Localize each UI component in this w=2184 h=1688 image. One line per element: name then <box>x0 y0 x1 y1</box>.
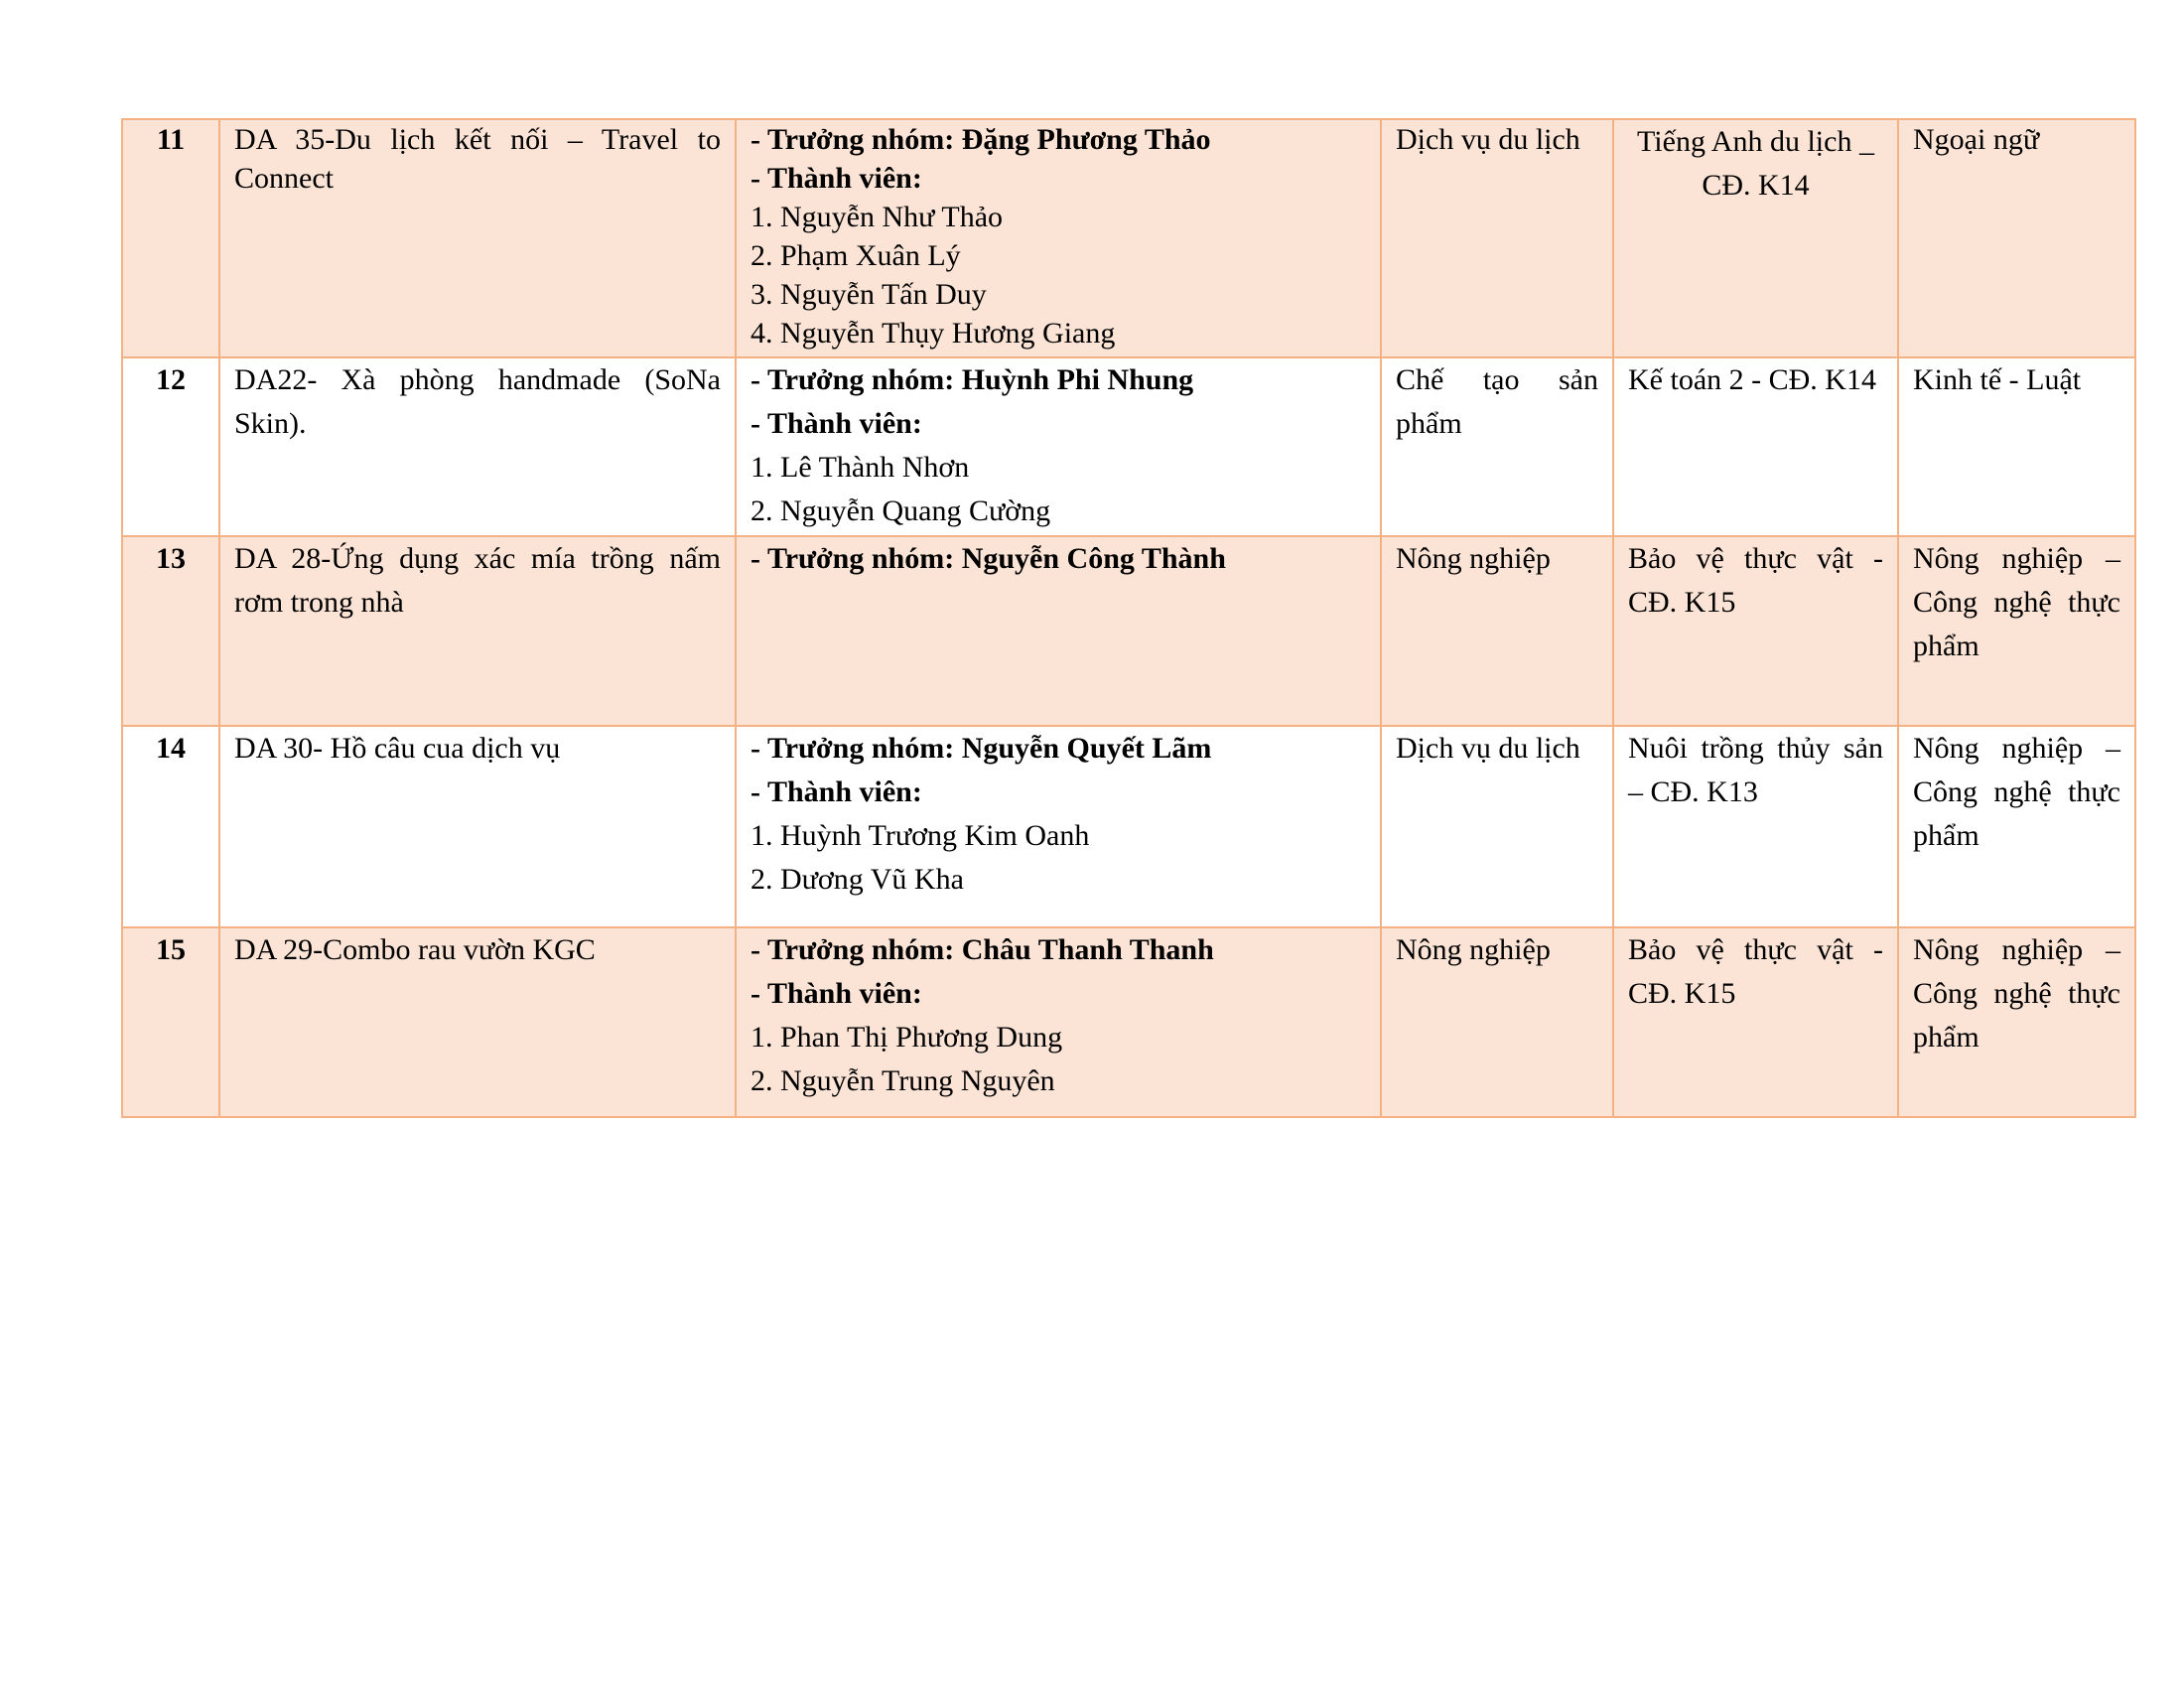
project-name: DA 29-Combo rau vườn KGC <box>219 927 736 1117</box>
leader-line <box>751 727 1366 771</box>
project-name: DA 30- Hồ câu cua dịch vụ <box>219 726 736 927</box>
table-row <box>122 927 2135 1117</box>
member-item: 2. Phạm Xuân Lý <box>751 239 961 272</box>
leader-line <box>751 120 1366 159</box>
class-cell: Kế toán 2 - CĐ. K14 <box>1613 357 1898 536</box>
class-cell: Tiếng Anh du lịch _ CĐ. K14 <box>1613 119 1898 357</box>
member-item: 3. Nguyễn Tấn Duy <box>751 278 987 311</box>
field-cell: Dịch vụ du lịch <box>1381 726 1613 927</box>
project-name: DA22- Xà phòng handmade (SoNa Skin). <box>219 357 736 536</box>
row-number: 15 <box>122 927 219 1117</box>
faculty-cell: Ngoại ngữ <box>1898 119 2135 357</box>
field-cell: Dịch vụ du lịch <box>1381 119 1613 357</box>
table-row <box>122 357 2135 536</box>
member-item: 2. Dương Vũ Kha <box>751 863 964 896</box>
team-cell <box>736 927 1381 1117</box>
class-cell: Bảo vệ thực vật - CĐ. K15 <box>1613 536 1898 726</box>
leader-name: Châu Thanh Thanh <box>961 933 1214 966</box>
leader-line <box>751 358 1366 402</box>
leader-line <box>751 928 1366 972</box>
member-item: 1. Lê Thành Nhơn <box>751 451 970 484</box>
field-cell: Nông nghiệp <box>1381 536 1613 726</box>
row-number: 14 <box>122 726 219 927</box>
table-row <box>122 536 2135 726</box>
leader-name: Đặng Phương Thảo <box>961 123 1211 156</box>
leader-label: - Trưởng nhóm: <box>751 933 962 966</box>
project-table <box>121 118 2136 1118</box>
faculty-cell: Kinh tế - Luật <box>1898 357 2135 536</box>
row-number: 13 <box>122 536 219 726</box>
project-name: DA 35-Du lịch kết nối – Travel to Connect <box>219 119 736 357</box>
team-cell <box>736 726 1381 927</box>
faculty-cell: Nông nghiệp – Công nghệ thực phẩm <box>1898 726 2135 927</box>
faculty-cell: Nông nghiệp – Công nghệ thực phẩm <box>1898 927 2135 1117</box>
members-label: - Thành viên: <box>751 407 922 440</box>
table-row <box>122 119 2135 357</box>
leader-name: Nguyễn Quyết Lãm <box>961 732 1212 765</box>
member-item: 1. Nguyễn Như Thảo <box>751 201 1004 233</box>
team-cell <box>736 119 1381 357</box>
members-label: - Thành viên: <box>751 162 922 195</box>
member-item: 2. Nguyễn Quang Cường <box>751 494 1051 527</box>
leader-line <box>751 537 1366 581</box>
team-cell <box>736 536 1381 726</box>
members-label: - Thành viên: <box>751 977 922 1010</box>
row-number: 12 <box>122 357 219 536</box>
class-cell: Bảo vệ thực vật - CĐ. K15 <box>1613 927 1898 1117</box>
row-number: 11 <box>122 119 219 357</box>
member-item: 4. Nguyễn Thụy Hương Giang <box>751 317 1116 350</box>
team-cell <box>736 357 1381 536</box>
field-cell: Chế tạo sản phẩm <box>1381 357 1613 536</box>
member-item: 2. Nguyễn Trung Nguyên <box>751 1064 1055 1097</box>
field-cell: Nông nghiệp <box>1381 927 1613 1117</box>
leader-name: Nguyễn Công Thành <box>961 542 1226 575</box>
leader-name: Huỳnh Phi Nhung <box>961 363 1194 396</box>
leader-label: - Trưởng nhóm: <box>751 363 962 396</box>
member-item: 1. Phan Thị Phương Dung <box>751 1021 1063 1054</box>
leader-label: - Trưởng nhóm: <box>751 123 962 156</box>
table-row <box>122 726 2135 927</box>
leader-label: - Trưởng nhóm: <box>751 542 962 575</box>
project-name: DA 28-Ứng dụng xác mía trồng nấm rơm trong nhà <box>219 536 736 726</box>
faculty-cell: Nông nghiệp – Công nghệ thực phẩm <box>1898 536 2135 726</box>
leader-label: - Trưởng nhóm: <box>751 732 962 765</box>
members-label: - Thành viên: <box>751 775 922 808</box>
class-cell: Nuôi trồng thủy sản – CĐ. K13 <box>1613 726 1898 927</box>
member-item: 1. Huỳnh Trương Kim Oanh <box>751 819 1090 852</box>
